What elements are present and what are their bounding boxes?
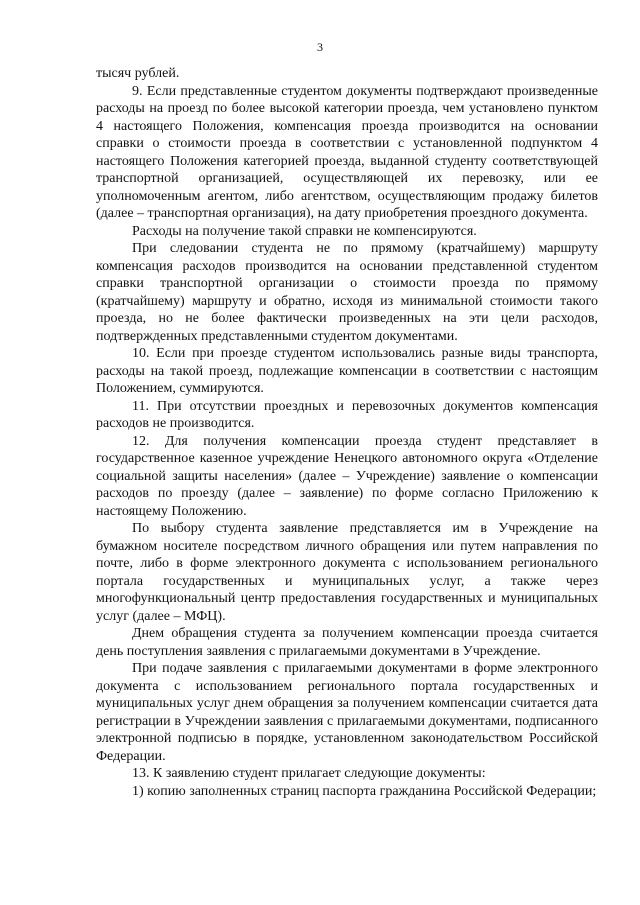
paragraph-certificate-costs: Расходы на получение такой справки не компенсируются. xyxy=(132,223,477,239)
paragraph-item-12: 12. Для получения компенсации проезда студент представляет в государственное казенное учреждение Ненецкого автономного округа «Отделение социальной защиты населения» (далее – Учреждение) заявление о компенсации расходов по проезду (далее – заявление) по форме согласно Приложению к настоящему Положению. xyxy=(96,433,598,519)
paragraph-continuation: тысяч рублей. xyxy=(96,66,180,81)
paragraph-item-13-1: 1) копию заполненных страниц паспорта гражданина Российской Федерации; xyxy=(132,783,597,799)
paragraph-submission-options: По выбору студента заявление представляется им в Учреждение на бумажном носителе посредством личного обращения или путем направления по почте, либо в форме электронного документа с использованием регионального портала государственных и муниципальных услуг, а также через многофункциональный центр предоставления государственных и муниципальных услуг (далее – МФЦ). xyxy=(96,521,598,624)
paragraph-item-11: 11. При отсутствии проездных и перевозочных документов компенсация расходов не производится. xyxy=(96,398,598,431)
page-number: 3 xyxy=(317,40,323,54)
document-body xyxy=(96,65,598,800)
paragraph-item-13: 13. К заявлению студент прилагает следующие документы: xyxy=(132,766,486,781)
paragraph-indirect-route: При следовании студента не по прямому (кратчайшему) маршруту компенсация расходов производится на основании представленной студентом справки транспортной организации о стоимости проезда по прямому (кратчайшему) маршруту и обратно, исходя из минимальной стоимости такого проезда, но не более фактически произведенных на эти цели расходов, подтвержденных представленными студентом документами. xyxy=(96,241,598,344)
paragraph-application-date: Днем обращения студента за получением компенсации проезда считается день поступления заявления с прилагаемыми документами в Учреждение. xyxy=(96,626,598,659)
paragraph-electronic-submission: При подаче заявления с прилагаемыми документами в форме электронного документа с использованием регионального портала государственных и муниципальных услуг днем обращения за получением компенсации считается дата регистрации в Учреждении заявления с прилагаемыми документами, подписанного электронной подписью в порядке, установленном законодательством Российской Федерации. xyxy=(96,661,598,764)
paragraph-item-10: 10. Если при проезде студентом использовались разные виды транспорта, расходы на такой проезд, подлежащие компенсации в соответствии с настоящим Положением, суммируются. xyxy=(96,346,598,396)
paragraph-item-9: 9. Если представленные студентом документы подтверждают произведенные расходы на проезд по более высокой категории проезда, чем установлено пунктом 4 настоящего Положения, компенсация проезда производится на основании справки о стоимости проезда в соответствии с установленной подпунктом 4 настоящего Положения категорией проезда, выданной студенту соответствующей транспортной организацией, осуществляющей их перевозку, или ее уполномоченным агентом, либо агентством, осуществляющим продажу билетов (далее – транспортная организация), на дату приобретения проездного документа. xyxy=(96,83,598,221)
